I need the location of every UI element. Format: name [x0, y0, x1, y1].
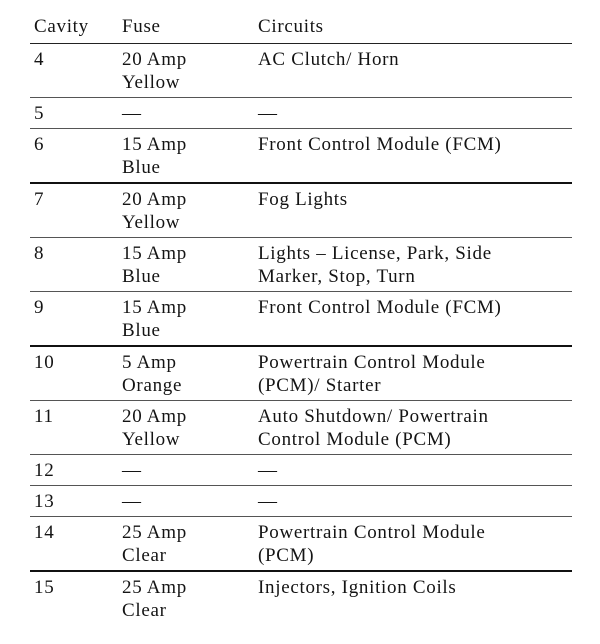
fuse-amp: 20 Amp	[122, 406, 187, 427]
fuse-color: Blue	[122, 320, 161, 341]
circuits-cell	[254, 129, 572, 184]
cavity-cell: 11	[34, 406, 54, 427]
fuse-color: Blue	[122, 266, 161, 287]
circuit-line: Powertrain Control Module	[258, 352, 486, 373]
fuse-color: Yellow	[122, 212, 181, 233]
circuits-cell	[254, 292, 572, 347]
table-row	[30, 455, 572, 486]
fuse-cell	[118, 183, 254, 238]
table-row	[30, 129, 572, 184]
fuse-color: Orange	[122, 375, 183, 396]
circuit-line: (PCM)	[258, 545, 315, 566]
table-row	[30, 183, 572, 238]
fuse-amp: 25 Amp	[122, 522, 187, 543]
cavity-cell: 7	[34, 189, 45, 210]
fuse-amp: 15 Amp	[122, 243, 187, 264]
cavity-cell: 15	[34, 577, 55, 598]
fuse-cell	[118, 129, 254, 184]
circuit-line: (PCM)/ Starter	[258, 375, 382, 396]
fuse-cell	[118, 238, 254, 292]
circuit-line: Injectors, Ignition Coils	[258, 577, 457, 598]
table-row	[30, 571, 572, 625]
circuit-line: Marker, Stop, Turn	[258, 266, 416, 287]
fuse-amp: —	[122, 491, 142, 512]
fuse-amp: 15 Amp	[122, 134, 187, 155]
cavity-cell: 8	[34, 243, 45, 264]
fuse-table	[30, 12, 572, 625]
fuse-cell	[118, 98, 254, 129]
header-cavity: Cavity	[34, 16, 89, 37]
circuits-cell	[254, 401, 572, 455]
circuits-cell	[254, 346, 572, 401]
fuse-cell	[118, 401, 254, 455]
circuit-line: —	[258, 491, 278, 512]
cavity-cell: 5	[34, 103, 45, 124]
fuse-amp: 15 Amp	[122, 297, 187, 318]
circuit-line: Front Control Module (FCM)	[258, 297, 502, 318]
circuit-line: —	[258, 103, 278, 124]
table-row	[30, 98, 572, 129]
cavity-cell: 10	[34, 352, 55, 373]
circuits-cell	[254, 455, 572, 486]
cavity-cell: 6	[34, 134, 45, 155]
fuse-amp: —	[122, 460, 142, 481]
fuse-amp: 5 Amp	[122, 352, 177, 373]
circuit-line: Fog Lights	[258, 189, 348, 210]
fuse-amp: 25 Amp	[122, 577, 187, 598]
cavity-cell: 4	[34, 49, 45, 70]
fuse-color: Yellow	[122, 72, 181, 93]
circuits-cell	[254, 183, 572, 238]
circuit-line: Control Module (PCM)	[258, 429, 452, 450]
fuse-cell	[118, 346, 254, 401]
circuit-line: Lights – License, Park, Side	[258, 243, 492, 264]
fuse-color: Clear	[122, 545, 167, 566]
fuse-color: Blue	[122, 157, 161, 178]
fuse-cell	[118, 292, 254, 347]
fuse-amp: —	[122, 103, 142, 124]
circuits-cell	[254, 571, 572, 625]
circuit-line: —	[258, 460, 278, 481]
table-body	[30, 44, 572, 626]
circuits-cell	[254, 238, 572, 292]
table-row	[30, 401, 572, 455]
header-circuits: Circuits	[258, 16, 324, 37]
cavity-cell: 12	[34, 460, 55, 481]
table-row	[30, 44, 572, 98]
header-fuse: Fuse	[122, 16, 161, 37]
fuse-cell	[118, 571, 254, 625]
table-row	[30, 346, 572, 401]
fuse-amp: 20 Amp	[122, 49, 187, 70]
table-row	[30, 238, 572, 292]
circuit-line: Auto Shutdown/ Powertrain	[258, 406, 489, 427]
cavity-cell: 9	[34, 297, 45, 318]
circuits-cell	[254, 98, 572, 129]
circuit-line: AC Clutch/ Horn	[258, 49, 400, 70]
fuse-cell	[118, 44, 254, 98]
fuse-color: Clear	[122, 600, 167, 621]
header-row	[30, 12, 572, 44]
fuse-amp: 20 Amp	[122, 189, 187, 210]
circuits-cell	[254, 44, 572, 98]
fuse-color: Yellow	[122, 429, 181, 450]
table-row	[30, 292, 572, 347]
fuse-cell	[118, 455, 254, 486]
circuit-line: Front Control Module (FCM)	[258, 134, 502, 155]
table-row	[30, 486, 572, 517]
cavity-cell: 13	[34, 491, 55, 512]
fuse-cell	[118, 517, 254, 572]
fuse-cell	[118, 486, 254, 517]
circuits-cell	[254, 517, 572, 572]
circuit-line: Powertrain Control Module	[258, 522, 486, 543]
circuits-cell	[254, 486, 572, 517]
cavity-cell: 14	[34, 522, 55, 543]
table-header	[30, 12, 572, 44]
table-row	[30, 517, 572, 572]
